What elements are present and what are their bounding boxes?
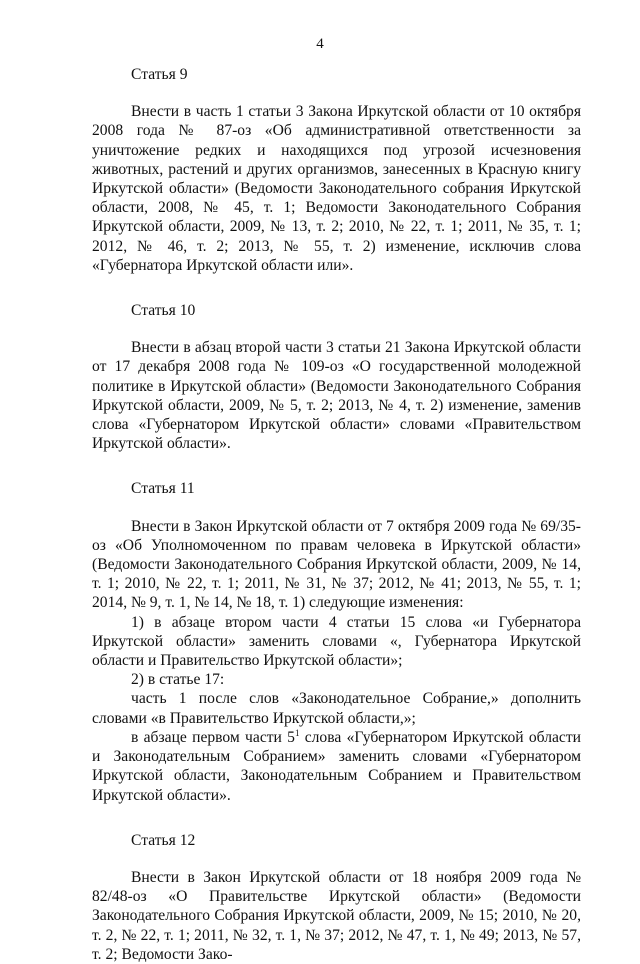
section-gap bbox=[92, 453, 581, 474]
paragraph-text-before: в абзаце первом части 5 bbox=[131, 728, 295, 746]
section-gap bbox=[92, 275, 581, 296]
paragraph-text-after: слова «Губернатором Иркутской области и Законодательным Собранием» заменить словами «Губернатором Иркутской области, Законодательным Собранием и Правительством Иркутской области». bbox=[92, 728, 581, 804]
article-heading: Статья 10 bbox=[131, 302, 196, 320]
article-paragraph: 1) в абзаце втором части 4 статьи 15 слова «и Губернатора Иркутской области» заменить словами «, Губернатора Иркутской области и Правительство Иркутской области»; bbox=[92, 613, 581, 670]
article-paragraph: Внести в Закон Иркутской области от 7 октября 2009 года № 69/35-оз «Об Уполномоченном по правам человека в Иркутской области» (Ведомости Законодательного Собрания Иркутской области, 2009, № 14, т. 1; 2010, № 22, т. 1; 2011, № 31, № 37; 2012, № 41; 2013, № 55, т. 1; 2014, № 9, т. 1, № 14, № 18, т. 1) следующие изменения: bbox=[92, 517, 581, 612]
superscript-number: 1 bbox=[294, 727, 300, 738]
document-body bbox=[92, 60, 581, 964]
article-paragraph: 2) в статье 17: bbox=[131, 671, 225, 689]
article-heading: Статья 9 bbox=[131, 66, 188, 83]
article-12 bbox=[92, 826, 581, 964]
article-paragraph: Внести в часть 1 статьи 3 Закона Иркутской области от 10 октября 2008 года № 87-оз «Об административной ответственности за уничтожение редких и находящихся под угрозой исчезновения животных, растений и других организмов, занесенных в Красную книгу Иркутской области» (Ведомости Законодательного собрания Иркутской области, 2008, № 45, т. 1; Ведомости Законодательного Собрания Иркутской области, 2009, № 13, т. 2; 2010, № 22, т. 1; 2011, № 35, т. 1; 2012, № 46, т. 2; 2013, № 55, т. 2) изменение, исключив слова «Губернатора Иркутской области или». bbox=[92, 103, 581, 274]
article-paragraph: Внести в абзац второй части 3 статьи 21 Закона Иркутской области от 17 декабря 2008 года № 109-оз «О государственной молодежной политике в Иркутской области» (Ведомости Законодательного Собрания Иркутской области, 2009, № 5, т. 2; 2013, № 4, т. 2) изменение, заменив слова «Губернатором Иркутской области» словами «Правительством Иркутской области». bbox=[92, 339, 581, 453]
article-11 bbox=[92, 474, 581, 804]
article-paragraph bbox=[92, 728, 581, 805]
article-9 bbox=[92, 60, 581, 275]
article-10 bbox=[92, 296, 581, 453]
article-paragraph: часть 1 после слов «Законодательное Собрание,» дополнить словами «в Правительство Иркутской области,»; bbox=[92, 690, 581, 727]
article-heading: Статья 12 bbox=[131, 831, 196, 849]
page-number: 4 bbox=[316, 36, 324, 52]
article-paragraph: Внести в Закон Иркутской области от 18 ноября 2009 года № 82/48-оз «О Правительстве Иркутской области» (Ведомости Законодательного Собрания Иркутской области, 2009, № 15; 2010, № 20, т. 2, № 22, т. 1; 2011, № 32, т. 1, № 37; 2012, № 47, т. 1, № 49; 2013, № 57, т. 2; Ведомости Зако- bbox=[92, 868, 581, 963]
article-heading: Статья 11 bbox=[131, 480, 195, 498]
section-gap bbox=[92, 805, 581, 826]
